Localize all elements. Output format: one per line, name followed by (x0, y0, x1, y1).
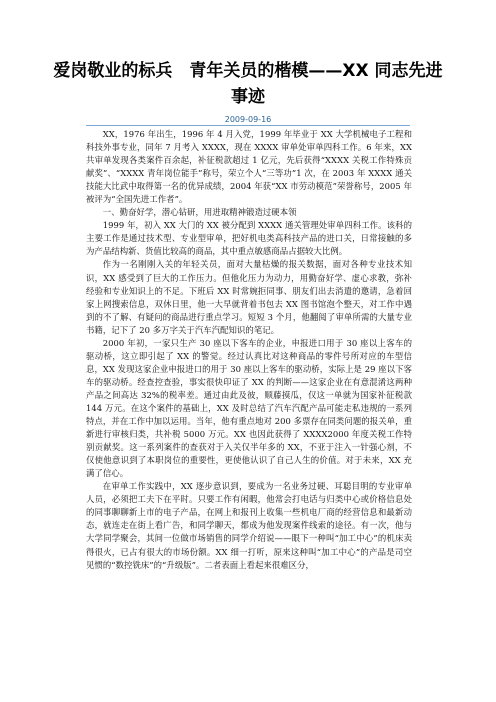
title-divider (86, 125, 410, 126)
paragraph: 在审单工作实践中，XX 逐步意识到，要成为一名业务过硬、耳聪目明的专业审单人员，必须把工夫下在平时。只要工作有闲暇，他常会打电话与归类中心或价格信息处的同事聊聊新上市的电子产品，在网上和报刊上收集一些机电厂商的经营信息和最新动态，就连走在街上看广告，和同学聊天，都成为他发现案件线索的途径。有一次，他与大学同学聚会，其间一位做市场销售的同学介绍说——眼下一种叫“加工中心”的机床卖得很火，已占有很大的市场份额。XX 细一打听，原来这种叫“加工中心”的产品是司空见惯的“数控铣床”的“升级版”。二者表面上看起来很难区分， (86, 481, 412, 570)
article-title-line-1: 爱岗敬业的标兵 青年关员的楷模——XX 同志先进 (53, 61, 443, 81)
paragraph: 1999 年，初入 XX 大门的 XX 被分配到 XXXX 通关管理处审单四科工作。该科的主要工作是通过技术型、专业型审单，把好机电类高科技产品的进口关，日常接触的多为产品结构新、货值比较高的商品，其中重点敏感商品占据较大比例。 (86, 220, 412, 257)
paragraph-intro: XX，1976 年出生，1996 年 4 月入党，1999 年毕业于 XX 大学机械电子工程和科技外事专业，同年 7 月考入 XXXX，现在 XXXX 审单处审单四科工作。6 年来，XX 共审单发现各类案件百余起，补征税款超过 1 亿元，先后获得“XXXX 关税工作特殊贡献奖”、“XXXX 青年岗位能手”称号，荣立个人“三等功”1 次，在 2003 年 XXXX 通关技能大比武中取得第一名的优异成绩，2004 年获“XX 市劳动模范”荣誉称号，2005 年被评为“全国先进工作者”。 (86, 129, 412, 205)
publish-date: 2009-09-16 (224, 115, 272, 124)
article-body (86, 128, 412, 572)
article-title-line-2: 事迹 (231, 87, 265, 107)
article-title (30, 58, 466, 110)
paragraph: 2000 年初，一家只生产 30 座以下客车的企业，申报进口用于 30 座以上客车的驱动桥，这立即引起了 XX 的警觉。经过认真比对这种商品的零件号所对应的车型信息，XX 发现这家企业申报进口的用于 30 座以上客车的驱动桥，实际上是 29 座以下客车的驱动桥。经查控查验，事实很快印证了 XX 的判断——这家企业在有意混淆这两种产品之间高达 32%的税率差。通过由此及彼，顺藤摸瓜，仅这一单就为国家补征税款 144 万元。在这个案件的基础上，XX 及时总结了汽车汽配产品可能走私违规的一系列特点，并在工作中加以运用。当年，他有重点地对 200 多票存在同类问题的报关单，重新进行审核归类，共补税 5000 万元。XX 也因此获得了 XXXX2000 年度关税工作特别贡献奖。这一系列案件的查获对于入关仅半年多的 XX，不亚于注入一针强心剂，不仅使他意识到了本职岗位的重要性，更使他认识了自己人生的价值。对于未来，XX 充满了信心。 (86, 337, 412, 479)
paragraph: 作为一名刚刚入关的年轻关员，面对大量枯燥的报关数据，面对各种专业技术知识，XX 感受到了巨大的工作压力。但他化压力为动力，用勤奋好学、虚心求教，弥补经验和专业知识上的不足。下班后 XX 时常婉拒同事、朋友们出去消遣的邀请，急着回家上网搜索信息，双休日里，他一大早就背着书包去 XX 图书馆泡个整天，对工作中遇到的不了解、有疑问的商品进行重点学习。短短 3 个月，他翻阅了审单所需的大量专业书籍，记下了 20 多万字关于汽车汽配知识的笔记。 (86, 259, 412, 335)
section-heading: 一、勤奋好学，潜心钻研，用进取精神锻造过硬本领 (102, 207, 297, 218)
